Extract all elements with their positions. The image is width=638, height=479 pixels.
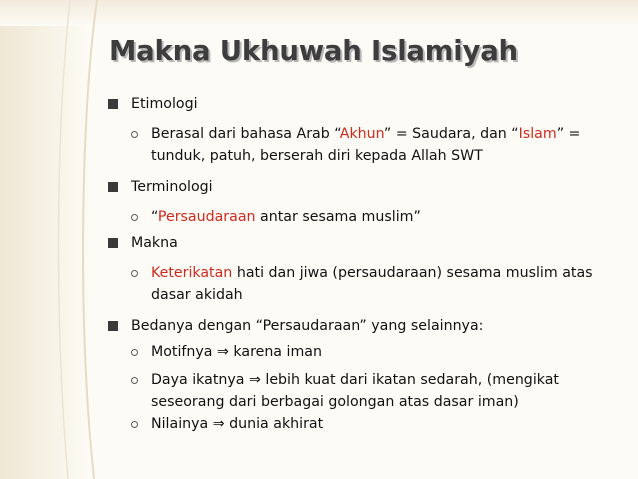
- square-bullet-icon: [108, 238, 118, 248]
- highlight-akhun: Akhun: [339, 126, 384, 142]
- highlight-persaudaraan: Persaudaraan: [157, 209, 256, 225]
- sub-bullet-terminologi: “Persaudaraan antar sesama muslim”: [151, 209, 421, 225]
- slide-title: Makna Ukhuwah Islamiyah: [109, 35, 518, 67]
- square-bullet-icon: [108, 182, 118, 192]
- square-bullet-icon: [108, 321, 118, 331]
- sub-bullet-daya-ikatnya-cont: seseorang dari berbagai golongan atas dasar iman): [151, 394, 519, 410]
- square-bullet-icon: [108, 99, 118, 109]
- sub-bullet-etimologi-cont: tunduk, patuh, berserah diri kepada Allah SWT: [151, 148, 483, 164]
- circle-bullet-icon: [131, 421, 138, 428]
- circle-bullet-icon: [131, 349, 138, 356]
- circle-bullet-icon: [131, 131, 138, 138]
- sub-bullet-makna: Keterikatan hati dan jiwa (persaudaraan) sesama muslim atas: [151, 265, 593, 281]
- bullet-makna: Makna: [131, 235, 178, 251]
- bullet-terminologi: Terminologi: [131, 179, 213, 195]
- bullet-bedanya: Bedanya dengan “Persaudaraan” yang selainnya:: [131, 318, 484, 334]
- highlight-islam: Islam: [518, 126, 557, 142]
- circle-bullet-icon: [131, 377, 138, 384]
- circle-bullet-icon: [131, 270, 138, 277]
- sub-bullet-makna-cont: dasar akidah: [151, 287, 243, 303]
- highlight-keterikatan: Keterikatan: [151, 265, 233, 281]
- bullet-etimologi: Etimologi: [131, 96, 198, 112]
- sub-bullet-nilainya: Nilainya ⇒ dunia akhirat: [151, 416, 324, 432]
- sub-bullet-etimologi: Berasal dari bahasa Arab “Akhun” = Saudara, dan “Islam” =: [151, 126, 581, 142]
- sub-bullet-daya-ikatnya: Daya ikatnya ⇒ lebih kuat dari ikatan sedarah, (mengikat: [151, 372, 559, 388]
- circle-bullet-icon: [131, 214, 138, 221]
- sub-bullet-motifnya: Motifnya ⇒ karena iman: [151, 344, 322, 360]
